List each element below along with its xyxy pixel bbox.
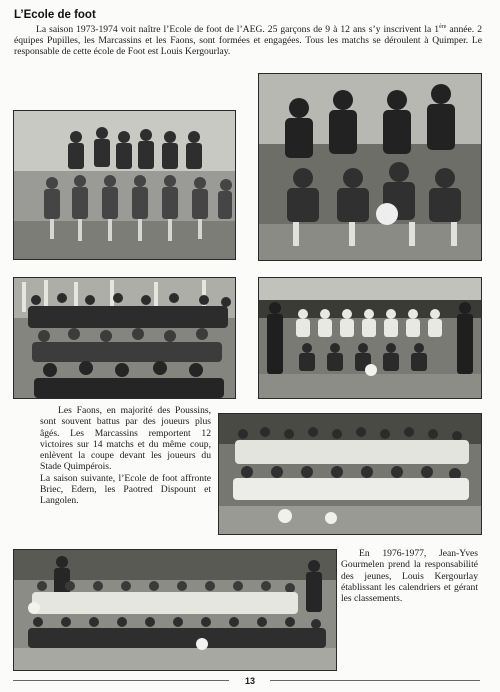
- team-photo-4: [258, 277, 482, 399]
- team-photo-2: [258, 73, 482, 261]
- footer-rule-right: [270, 680, 480, 681]
- intro-text-continued: année. 2 équipes Pupilles, les Marcassins et les Faons, sont formées et engagées. Tous les matchs se déroulent à Quimper. Le responsable de cette école de Foot est Louis Kergourlay.: [14, 24, 482, 58]
- intro-superscript: ère: [439, 23, 447, 30]
- intro-text: La saison 1973-1974 voit naître l’Ecole de foot de l’AEG. 25 garçons de 9 à 12 ans s’y inscrivent la 1: [36, 24, 440, 35]
- next-season-text: La saison suivante, l’Ecole de foot affronte Briec, Edern, les Paotred Dispount et Langolen.: [40, 472, 211, 507]
- team-photo-6: [13, 549, 337, 671]
- team-photo-1: [13, 110, 236, 260]
- team-photo-3: [13, 277, 236, 399]
- faons-paragraph: [40, 405, 211, 507]
- team-photo-5: [218, 413, 482, 535]
- page-heading: L’Ecole de foot: [14, 9, 96, 21]
- gourmelen-paragraph: [341, 548, 478, 604]
- faons-text: Les Faons, en majorité des Poussins, sont souvent battus par des joueurs plus âgés. Les Marcassins remportent 12 victoires sur 14 matchs et du même coup, enlèvent la coupe devant les joueurs du Stade Quimpérois.: [40, 405, 211, 473]
- gourmelen-text: En 1976-1977, Jean-Yves Gourmelen prend la responsabilité des jeunes, Louis Kergourlay établissant les calendriers et gérant les classements.: [341, 548, 478, 605]
- intro-paragraph: [14, 24, 482, 58]
- page-number: 13: [244, 676, 255, 686]
